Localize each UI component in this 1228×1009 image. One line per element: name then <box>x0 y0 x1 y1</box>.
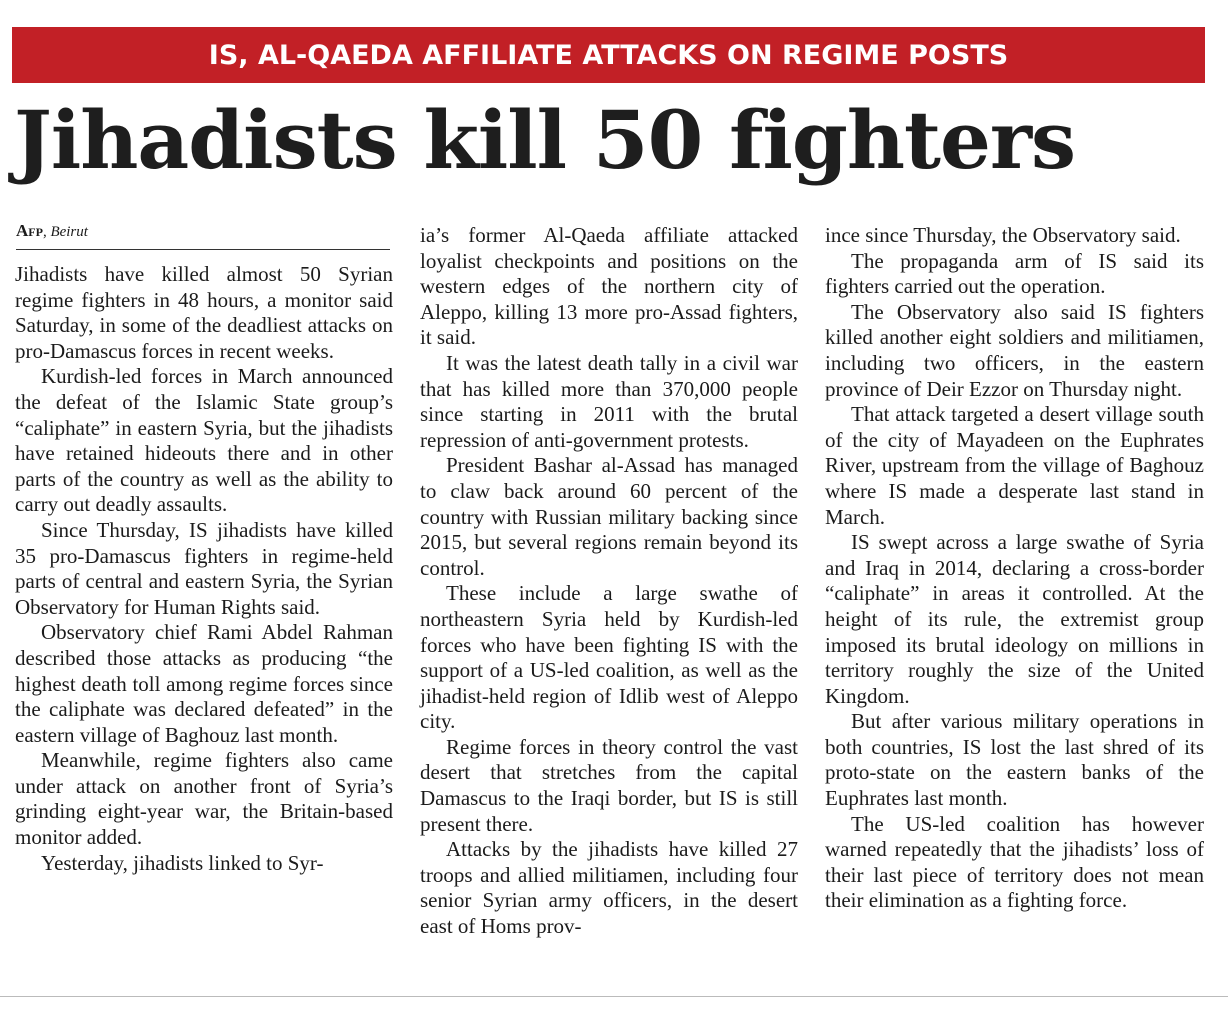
paragraph: IS swept across a large swathe of Syria and Iraq in 2014, declaring a cross-border “caliphate” in areas it controlled. At the height of its rule, the extremist group imposed its brutal ideology on millions in territory roughly the size of the United Kingdom. <box>825 530 1204 708</box>
paragraph: Jihadists have killed almost 50 Syrian regime fighters in 48 hours, a monitor said Saturday, in some of the deadliest attacks on pro-Damascus forces in recent weeks. <box>15 262 393 363</box>
paragraph: But after various military operations in both countries, IS lost the last shred of its proto-state on the eastern banks of the Euphrates last month. <box>825 709 1204 811</box>
paragraph: President Bashar al-Assad has managed to claw back around 60 percent of the country with Russian military backing since 2015, but several regions remain beyond its control. <box>420 453 798 580</box>
paragraph: That attack targeted a desert village south of the city of Mayadeen on the Euphrates River, upstream from the village of Baghouz where IS made a desperate last stand in March. <box>825 402 1204 529</box>
paragraph: Since Thursday, IS jihadists have killed 35 pro-Damascus fighters in regime-held parts of central and eastern Syria, the Syrian Observatory for Human Rights said. <box>15 517 393 619</box>
paragraph: The Observatory also said IS fighters killed another eight soldiers and militiamen, including two officers, in the eastern province of Deir Ezzor on Thursday night. <box>825 299 1204 401</box>
byline-separator: , <box>42 224 51 240</box>
byline <box>16 221 390 241</box>
headline: Jihadists kill 50 fighters <box>14 93 1076 187</box>
paragraph: Regime forces in theory control the vast desert that stretches from the capital Damascus to the Iraqi border, but IS is still present there. <box>420 734 798 836</box>
kicker-text: IS, AL-QAEDA AFFILIATE ATTACKS ON REGIME POSTS <box>208 39 1009 71</box>
article-column-2 <box>420 223 798 940</box>
paragraph: Yesterday, jihadists linked to Syr- <box>41 850 324 875</box>
article-column-1 <box>15 262 393 876</box>
paragraph: Kurdish-led forces in March announced the defeat of the Islamic State group’s “caliphate” in eastern Syria, but the jihadists have retained hideouts there and in other parts of the country as well as the ability to carry out deadly assaults. <box>15 364 393 517</box>
kicker-banner <box>12 27 1205 83</box>
byline-agency: Afp <box>16 221 43 240</box>
paragraph: These include a large swathe of northeastern Syria held by Kurdish-led forces who have been fighting IS with the support of a US-led coalition, as well as the jihadist-held region of Idlib west of Aleppo city. <box>420 581 798 734</box>
paragraph: The propaganda arm of IS said its fighters carried out the operation. <box>825 248 1204 299</box>
article-column-3 <box>825 223 1204 914</box>
byline-divider <box>16 249 390 250</box>
paragraph: ince since Thursday, the Observatory said. <box>825 223 1181 247</box>
paragraph: Attacks by the jihadists have killed 27 troops and allied militiamen, including four senior Syrian army officers, in the desert east of Homs prov- <box>420 837 798 939</box>
paragraph: ia’s former Al-Qaeda affiliate attacked loyalist checkpoints and positions on the western edges of the northern city of Aleppo, killing 13 more pro-Assad fighters, it said. <box>420 223 798 350</box>
paragraph: Meanwhile, regime fighters also came under attack on another front of Syria’s grinding eight-year war, the Britain-based monitor added. <box>15 748 393 850</box>
paragraph: The US-led coalition has however warned repeatedly that the jihadists’ loss of their last piece of territory does not mean their elimination as a fighting force. <box>825 811 1204 913</box>
paragraph: It was the latest death tally in a civil war that has killed more than 370,000 people since starting in 2011 with the brutal repression of anti-government protests. <box>420 350 798 452</box>
byline-city: Beirut <box>50 224 88 240</box>
paragraph: Observatory chief Rami Abdel Rahman described those attacks as producing “the highest death toll among regime forces since the caliphate was declared defeated” in the eastern village of Baghouz last month. <box>15 620 393 747</box>
page-bottom-edge <box>0 996 1228 997</box>
